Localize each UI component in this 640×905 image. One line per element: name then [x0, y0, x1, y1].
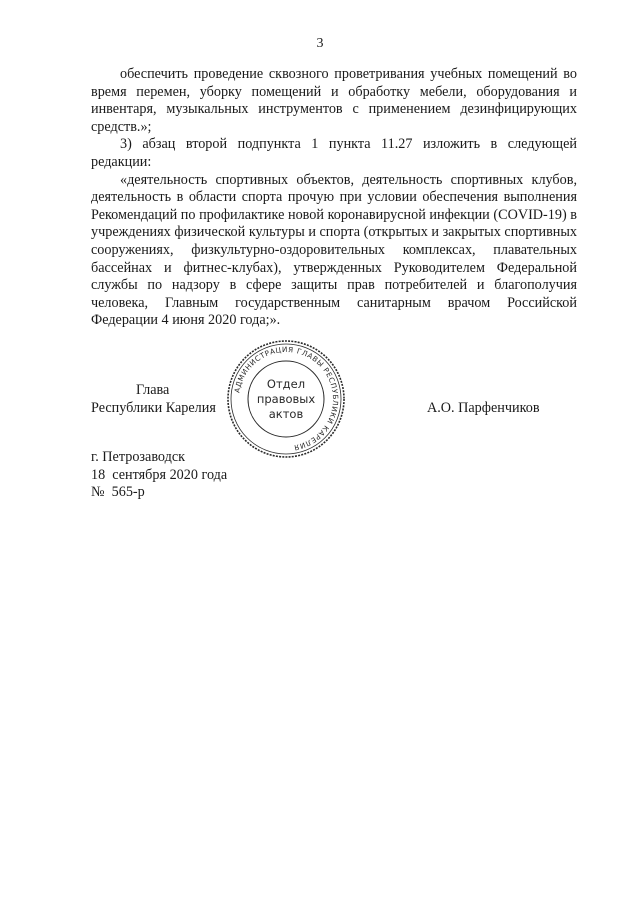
document-number: № 565-р	[91, 484, 145, 501]
stamp-center-line1: Отдел	[266, 377, 306, 391]
signatory-title-line1: Глава	[136, 382, 170, 398]
official-stamp	[225, 338, 347, 460]
signatory-title-line2: Республики Карелия	[91, 400, 216, 416]
issue-city: г. Петрозаводск	[91, 449, 186, 465]
stamp-center-line2: правовых	[256, 392, 316, 406]
document-body	[91, 66, 577, 330]
page-number: 3	[316, 36, 324, 51]
document-footer	[91, 449, 227, 502]
stamp-center-line3: актов	[268, 407, 304, 421]
issue-date: 18 сентября 2020 года	[91, 466, 228, 483]
signatory-name: А.О. Парфенчиков	[427, 400, 540, 416]
paragraph-sports: «деятельность спортивных объектов, деятельность спортивных клубов, деятельность в области спорта прочую при условии обеспечения выполнения Рекомендаций по профилактике новой коронавирусной инфекции (COVID-19) в учреждениях физической культуры и спорта (открытых и закрытых спортивных сооружениях, физкультурно-оздоровительных комплексах, плавательных бассейнах и фитнес-клубах), утвержденных Руководителем Федеральной службы по надзору в сфере защиты прав потребителей и благополучия человека, Главным государственным санитарным врачом Российской Федерации 4 июня 2020 года;».	[91, 171, 577, 329]
paragraph-item-3: 3) абзац второй подпункта 1 пункта 11.27 изложить в следующей редакции:	[91, 136, 577, 170]
paragraph-ventilation: обеспечить проведение сквозного проветривания учебных помещений во время перемен, уборку помещений и обработку мебели, оборудования и инвентаря, музыкальных инструментов с применением дезинфицирующих средств.»;	[91, 66, 577, 135]
stamp-ring-text: АДМИНИСТРАЦИЯ ГЛАВЫ РЕСПУБЛИКИ КАРЕЛИЯ	[232, 344, 341, 453]
